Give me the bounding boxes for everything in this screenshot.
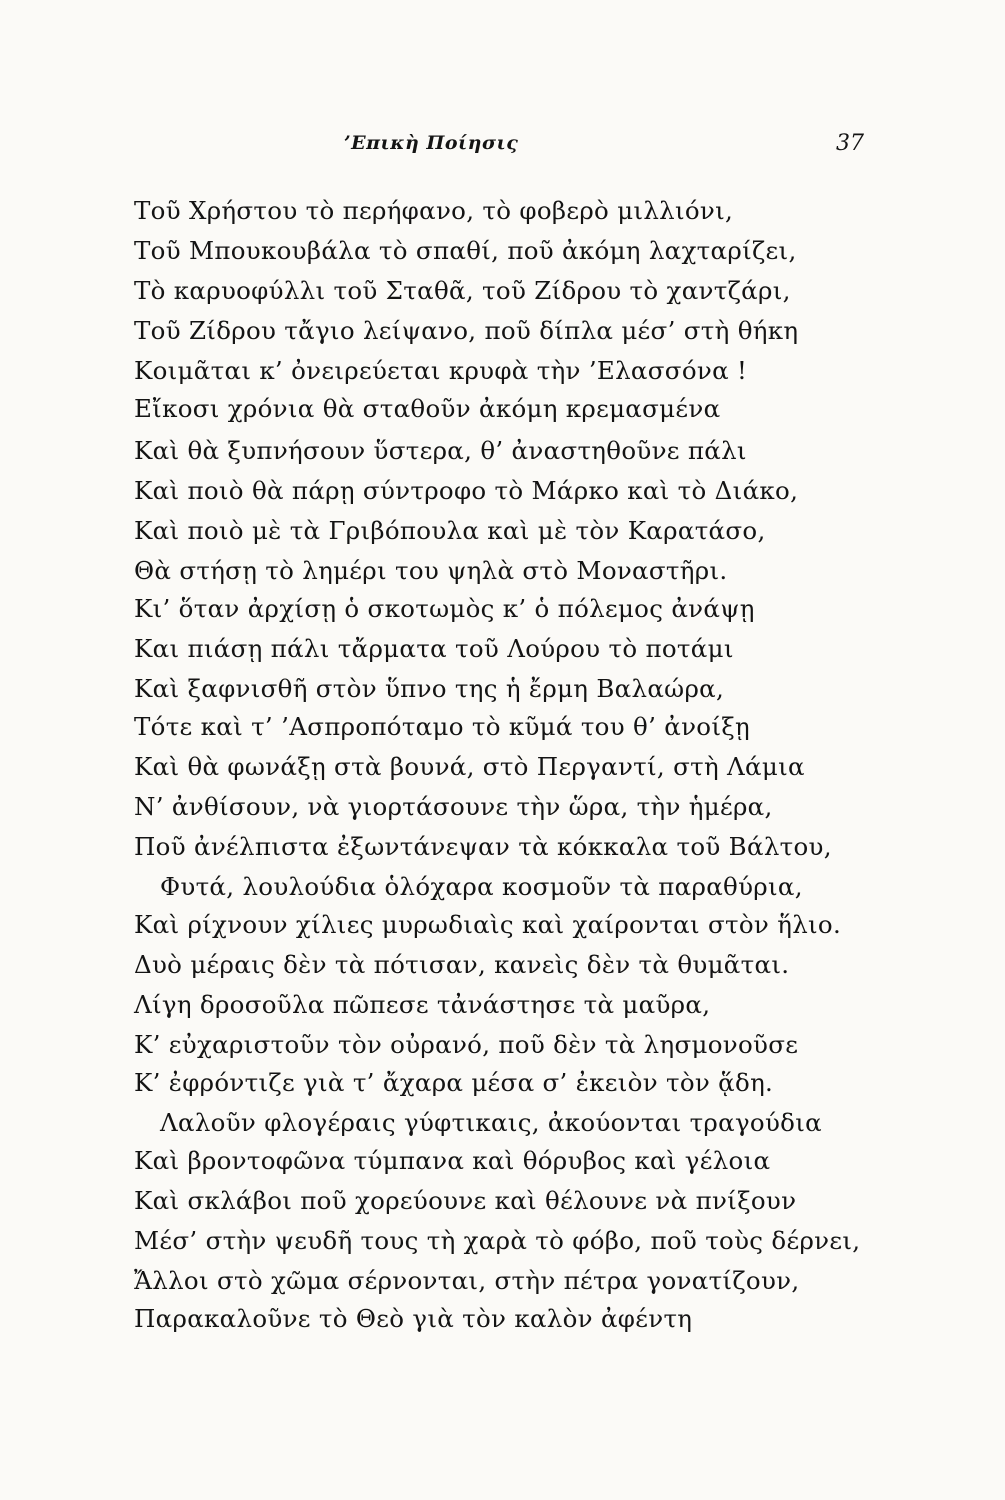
verse-line: Καὶ βροντοφῶνα τύμπανα καὶ θόρυβος καὶ γέλοια xyxy=(134,1146,771,1175)
verse-line: Τοῦ Ζίδρου τἄγιο λείψανο, ποῦ δίπλα μέσ’ στὴ θήκη xyxy=(134,316,799,345)
verse-line: Δυὸ μέραις δὲν τὰ πότισαν, κανεὶς δὲν τὰ θυμᾶται. xyxy=(134,950,790,979)
verse-line: Ποῦ ἀνέλπιστα ἐξωντάνεψαν τὰ κόκκαλα τοῦ Βάλτου, xyxy=(134,832,832,861)
verse-line: Τὸ καρυοφύλλι τοῦ Σταθᾶ, τοῦ Ζίδρου τὸ χαντζάρι, xyxy=(134,276,791,305)
verse-line: Και πιάσῃ πάλι τἄρματα τοῦ Λούρου τὸ ποτάμι xyxy=(134,634,734,663)
verse-line: Καὶ θὰ φωνάξῃ στὰ βουνά, στὸ Περγαντί, στὴ Λάμια xyxy=(134,752,805,781)
verse-line: Καὶ ποιὸ μὲ τὰ Γριβόπουλα καὶ μὲ τὸν Καρατάσο, xyxy=(134,516,766,545)
verse-line: Φυτά, λουλούδια ὁλόχαρα κοσμοῦν τὰ παραθύρια, xyxy=(160,872,803,901)
verse-line: Εἴκοσι χρόνια θὰ σταθοῦν ἀκόμη κρεμασμένα xyxy=(134,394,721,423)
running-head: ’Επικὴ Ποίησις xyxy=(344,132,519,154)
verse-line: Κ’ εὐχαριστοῦν τὸν οὐρανό, ποῦ δὲν τὰ λησμονοῦσε xyxy=(134,1030,799,1059)
verse-line: Τότε καὶ τ’ ’Ασπροπόταμο τὸ κῦμά του θ’ ἀνοίξῃ xyxy=(134,712,751,741)
verse-line: Καὶ ρίχνουν χίλιες μυρωδιαὶς καὶ χαίρονται στὸν ἥλιο. xyxy=(134,910,842,939)
verse-line: Καὶ σκλάβοι ποῦ χορεύουνε καὶ θέλουνε νὰ πνίξουν xyxy=(134,1186,797,1215)
verse-line: Παρακαλοῦνε τὸ Θεὸ γιὰ τὸν καλὸν ἀφέντη xyxy=(134,1304,693,1333)
verse-line: Λαλοῦν φλογέραις γύφτικαις, ἀκούονται τραγούδια xyxy=(160,1108,822,1137)
verse-line: Κ’ ἐφρόντιζε γιὰ τ’ ἄχαρα μέσα σ’ ἐκειὸν τὸν ᾅδη. xyxy=(134,1068,774,1097)
verse-line: Ν’ ἀνθίσουν, νὰ γιορτάσουνε τὴν ὥρα, τὴν ἡμέρα, xyxy=(134,792,773,821)
verse-line: Κοιμᾶται κ’ ὀνειρεύεται κρυφὰ τὴν ’Ελασσόνα ! xyxy=(134,356,748,385)
verse-line: Καὶ ξαφνισθῆ στὸν ὕπνο της ἡ ἔρμη Βαλαώρα, xyxy=(134,674,725,703)
verse-line: Θὰ στήσῃ τὸ λημέρι του ψηλὰ στὸ Μοναστῆρι. xyxy=(134,556,728,585)
verse-line: Τοῦ Χρήστου τὸ περήφανο, τὸ φοβερὸ μιλλιόνι, xyxy=(134,196,734,225)
verse-line: Ἄλλοι στὸ χῶμα σέρνονται, στὴν πέτρα γονατίζουν, xyxy=(134,1266,800,1295)
verse-line: Καὶ θὰ ξυπνήσουν ὕστερα, θ’ ἀναστηθοῦνε πάλι xyxy=(134,436,747,465)
verse-line: Τοῦ Μπουκουβάλα τὸ σπαθί, ποῦ ἀκόμη λαχταρίζει, xyxy=(134,236,797,265)
verse-line: Καὶ ποιὸ θὰ πάρῃ σύντροφο τὸ Μάρκο καὶ τὸ Διάκο, xyxy=(134,476,799,505)
page-number: 37 xyxy=(836,131,864,156)
verse-line: Μέσ’ στὴν ψευδῆ τους τὴ χαρὰ τὸ φόβο, ποῦ τοὺς δέρνει, xyxy=(134,1226,861,1255)
verse-line: Κι’ ὅταν ἀρχίσῃ ὁ σκοτωμὸς κ’ ὁ πόλεμος ἀνάψῃ xyxy=(134,594,755,623)
verse-line: Λίγη δροσοῦλα πῶπεσε τἀνάστησε τὰ μαῦρα, xyxy=(134,990,711,1019)
